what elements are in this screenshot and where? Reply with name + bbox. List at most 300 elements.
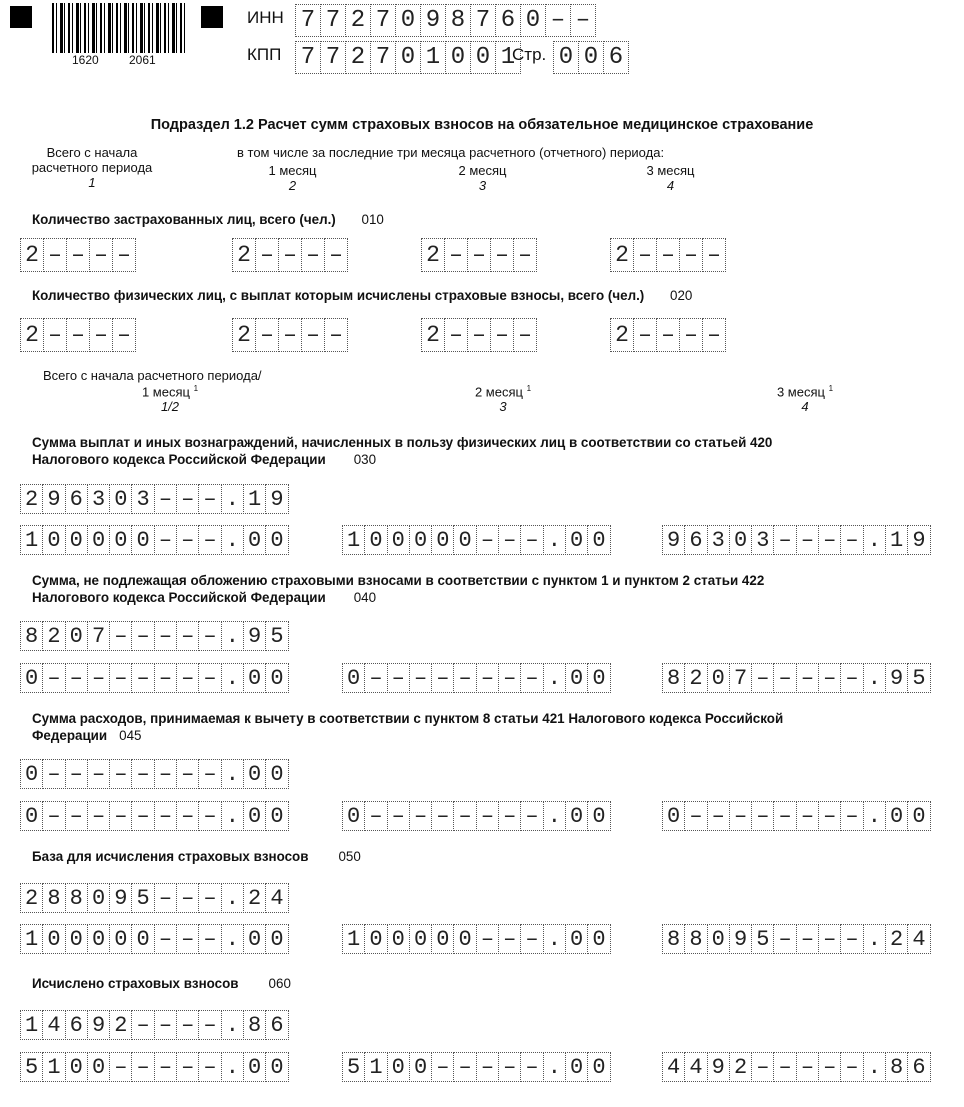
row-060-month1-cell: – xyxy=(176,1052,199,1082)
inn-field-cell: 9 xyxy=(420,4,446,37)
row-060-month3-cell: 4 xyxy=(662,1052,685,1082)
row-060-month3-cell: – xyxy=(796,1052,819,1082)
row-030-month2-cell: . xyxy=(543,525,566,555)
row-045-label xyxy=(32,710,783,744)
row-040-month2-cell: – xyxy=(476,663,499,693)
row-020-month3-cell: – xyxy=(679,318,703,352)
row-030-month3-cell: 6 xyxy=(684,525,707,555)
row-040-month1-cell: – xyxy=(154,663,177,693)
money-col-month1-header xyxy=(110,384,230,414)
row-045-month1-cell: 0 xyxy=(20,801,43,831)
row-020-month1-cell: – xyxy=(255,318,279,352)
row-045-text-line1: Сумма расходов, принимаемая к вычету в соответствии с пунктом 8 статьи 421 Налогового кодекса Российской xyxy=(32,711,784,726)
inn-field-cell: – xyxy=(545,4,571,37)
row-040-month3-cell: – xyxy=(751,663,774,693)
row-060-month3-cell: – xyxy=(751,1052,774,1082)
row-010-month2 xyxy=(421,238,536,272)
inn-field-cell: 2 xyxy=(345,4,371,37)
row-045-total-cell: 0 xyxy=(20,759,43,789)
row-045-month1-cell: – xyxy=(176,801,199,831)
money-col-month2-header xyxy=(443,384,563,414)
row-030-month3-cell: 1 xyxy=(885,525,908,555)
row-060-month2 xyxy=(342,1052,610,1082)
inn-field-cell: 8 xyxy=(445,4,471,37)
row-060-label xyxy=(32,976,291,991)
row-050-month2-cell: 0 xyxy=(364,924,387,954)
row-045-month2-cell: – xyxy=(476,801,499,831)
row-030-text-line1: Сумма выплат и иных вознаграждений, начисленных в пользу физических лиц в соответствии со статьей 420 xyxy=(32,435,773,450)
inn-label: ИНН xyxy=(247,8,284,27)
row-050-month2-cell: – xyxy=(520,924,543,954)
row-050-month2-cell: 0 xyxy=(409,924,432,954)
row-060-month1-cell: – xyxy=(154,1052,177,1082)
row-050-total xyxy=(20,883,288,913)
row-010-month3-cell: – xyxy=(633,238,657,272)
row-030-total-cell: 1 xyxy=(243,484,266,514)
row-050-month1-cell: . xyxy=(221,924,244,954)
row-030-month2-cell: – xyxy=(498,525,521,555)
kpp-field-cell: 7 xyxy=(370,41,396,74)
row-010-text: Количество застрахованных лиц, всего (чел.) xyxy=(32,212,336,227)
row-040-total-cell: 0 xyxy=(65,621,88,651)
row-050-total-cell: 9 xyxy=(109,883,132,913)
row-020-month1-cell: – xyxy=(324,318,348,352)
row-040-text-line1: Сумма, не подлежащая обложению страховыми взносами в соответствии с пунктом 1 и пунктом 2 статьи 422 xyxy=(32,573,765,588)
money-col-month1-sup: 1 xyxy=(193,384,199,393)
row-010-total-cell: – xyxy=(112,238,136,272)
row-040-month1-cell: – xyxy=(65,663,88,693)
row-030-month1-cell: 0 xyxy=(265,525,288,555)
row-030-total-cell: . xyxy=(221,484,244,514)
row-010-month2-cell: – xyxy=(444,238,468,272)
row-040-month2-cell: – xyxy=(409,663,432,693)
row-040-month2 xyxy=(342,663,610,693)
row-040-total-cell: 8 xyxy=(20,621,43,651)
money-col-month1-number: 1/2 xyxy=(160,399,180,415)
row-050-month3-cell: – xyxy=(840,924,863,954)
row-060-total-cell: 6 xyxy=(265,1010,288,1040)
row-040-total-cell: – xyxy=(109,621,132,651)
row-040-month3-cell: 9 xyxy=(885,663,908,693)
row-040-total xyxy=(20,621,288,651)
row-045-month2-cell: 0 xyxy=(587,801,610,831)
row-060-month2-cell: – xyxy=(520,1052,543,1082)
row-050-month3-cell: 5 xyxy=(751,924,774,954)
row-045-month2-cell: – xyxy=(364,801,387,831)
row-045-total-cell: – xyxy=(87,759,110,789)
col-month2-number: 3 xyxy=(478,178,487,193)
row-045-total-cell: – xyxy=(131,759,154,789)
row-020-month2-cell: – xyxy=(444,318,468,352)
row-040-month3-cell: 8 xyxy=(662,663,685,693)
row-060-month3-cell: 2 xyxy=(729,1052,752,1082)
row-045-month3-cell: 0 xyxy=(885,801,908,831)
row-050-month3-cell: . xyxy=(863,924,886,954)
kpp-field-cell: 0 xyxy=(395,41,421,74)
row-045-total-cell: – xyxy=(42,759,65,789)
row-050-month1-cell: 0 xyxy=(65,924,88,954)
row-060-month1-cell: 5 xyxy=(20,1052,43,1082)
row-030-month1-cell: – xyxy=(176,525,199,555)
row-030-month3 xyxy=(662,525,930,555)
row-010-code: 010 xyxy=(361,212,384,227)
row-060-month2-cell: 0 xyxy=(587,1052,610,1082)
row-030-total-cell: 6 xyxy=(65,484,88,514)
row-050-month3-cell: – xyxy=(818,924,841,954)
row-010-month3-cell: – xyxy=(702,238,726,272)
row-060-total-cell: – xyxy=(131,1010,154,1040)
money-col-month1-label: 1 месяц xyxy=(141,384,190,400)
row-040-label xyxy=(32,572,764,606)
row-020-code: 020 xyxy=(670,288,693,303)
row-060-text: Исчислено страховых взносов xyxy=(32,976,239,991)
row-040-month2-cell: – xyxy=(364,663,387,693)
row-045-month1-cell: – xyxy=(42,801,65,831)
row-045-month3-cell: – xyxy=(751,801,774,831)
col-month3-header xyxy=(618,163,723,193)
row-030-month1-cell: – xyxy=(154,525,177,555)
row-060-month2-cell: – xyxy=(476,1052,499,1082)
row-020-total-cell: – xyxy=(66,318,90,352)
row-030-month2-cell: 0 xyxy=(409,525,432,555)
row-045-total-cell: 0 xyxy=(265,759,288,789)
row-030-total-cell: – xyxy=(176,484,199,514)
row-045-month1-cell: – xyxy=(154,801,177,831)
row-050-text: База для исчисления страховых взносов xyxy=(32,849,309,864)
row-060-month3-cell: 9 xyxy=(707,1052,730,1082)
row-020-text: Количество физических лиц, с выплат которым исчислены страховые взносы, всего (чел.) xyxy=(32,288,645,303)
row-040-month1 xyxy=(20,663,288,693)
col-month1-header xyxy=(240,163,345,193)
kpp-field-cell: 1 xyxy=(420,41,446,74)
money-col-month2-number: 3 xyxy=(499,399,507,415)
row-040-total-cell: – xyxy=(131,621,154,651)
row-060-total-cell: 6 xyxy=(65,1010,88,1040)
row-010-month2-cell: – xyxy=(467,238,491,272)
row-045-month2-cell: 0 xyxy=(342,801,365,831)
kpp-field-cell: 7 xyxy=(295,41,321,74)
row-050-month3 xyxy=(662,924,930,954)
row-010-total-cell: – xyxy=(43,238,67,272)
row-060-total-cell: 4 xyxy=(42,1010,65,1040)
page-number-field-cell: 0 xyxy=(578,41,604,74)
row-030-month1 xyxy=(20,525,288,555)
row-040-month1-cell: 0 xyxy=(20,663,43,693)
row-010-month2-cell: – xyxy=(513,238,537,272)
inn-field-cell: 7 xyxy=(370,4,396,37)
row-010-label xyxy=(32,212,384,227)
row-045-month1-cell: – xyxy=(87,801,110,831)
row-030-month1-cell: 1 xyxy=(20,525,43,555)
row-045-month2-cell: – xyxy=(498,801,521,831)
row-040-month2-cell: . xyxy=(543,663,566,693)
row-060-total-cell: 2 xyxy=(109,1010,132,1040)
row-045-month3 xyxy=(662,801,930,831)
money-col-month3-label: 3 месяц xyxy=(776,384,825,400)
row-020-month3-cell: – xyxy=(656,318,680,352)
registration-marker-right xyxy=(201,6,223,28)
row-050-month1-cell: – xyxy=(154,924,177,954)
row-050-month2 xyxy=(342,924,610,954)
row-050-month2-cell: . xyxy=(543,924,566,954)
row-040-month3-cell: 2 xyxy=(684,663,707,693)
row-020-month1-cell: 2 xyxy=(232,318,256,352)
row-040-month1-cell: – xyxy=(131,663,154,693)
row-020-total-cell: – xyxy=(112,318,136,352)
row-050-month2-cell: – xyxy=(476,924,499,954)
inn-field-cell: 7 xyxy=(320,4,346,37)
money-col-month3-number: 4 xyxy=(801,399,809,415)
row-010-month1-cell: – xyxy=(301,238,325,272)
row-045-month1-cell: – xyxy=(109,801,132,831)
row-050-total-cell: 0 xyxy=(87,883,110,913)
row-045-total-cell: – xyxy=(65,759,88,789)
row-040-code: 040 xyxy=(353,590,377,605)
row-010-month3 xyxy=(610,238,725,272)
row-030-month1-cell: . xyxy=(221,525,244,555)
row-010-month2-cell: – xyxy=(490,238,514,272)
row-020-month3-cell: – xyxy=(702,318,726,352)
kpp-field-cell: 0 xyxy=(470,41,496,74)
row-030-month2-cell: 0 xyxy=(387,525,410,555)
row-050-total-cell: . xyxy=(221,883,244,913)
col-month2-header xyxy=(430,163,535,193)
row-030-total-cell: 3 xyxy=(87,484,110,514)
col-total-line1: Всего с начала xyxy=(46,145,138,160)
row-040-month1-cell: – xyxy=(87,663,110,693)
row-030-month3-cell: – xyxy=(840,525,863,555)
row-050-total-cell: 8 xyxy=(42,883,65,913)
inn-field-cell: 0 xyxy=(395,4,421,37)
row-045-text-line2: Федерации xyxy=(32,728,108,743)
row-050-month3-cell: – xyxy=(773,924,796,954)
row-050-month2-cell: 0 xyxy=(387,924,410,954)
row-030-month3-cell: 3 xyxy=(707,525,730,555)
row-010-month3-cell: – xyxy=(656,238,680,272)
row-010-month1-cell: – xyxy=(255,238,279,272)
row-030-month3-cell: – xyxy=(796,525,819,555)
row-030-total-cell: – xyxy=(198,484,221,514)
row-040-month3-cell: 5 xyxy=(907,663,930,693)
row-060-total-cell: 9 xyxy=(87,1010,110,1040)
row-060-month2-cell: – xyxy=(453,1052,476,1082)
kpp-field-cell: 7 xyxy=(320,41,346,74)
row-050-month1-cell: – xyxy=(198,924,221,954)
row-045-month2-cell: – xyxy=(520,801,543,831)
row-050-month3-cell: 8 xyxy=(662,924,685,954)
row-040-month1-cell: – xyxy=(198,663,221,693)
row-030-total-cell: 3 xyxy=(131,484,154,514)
row-050-total-cell: 5 xyxy=(131,883,154,913)
row-010-month3-cell: 2 xyxy=(610,238,634,272)
row-045-month2-cell: – xyxy=(453,801,476,831)
row-040-month1-cell: – xyxy=(42,663,65,693)
row-045-month3-cell: – xyxy=(773,801,796,831)
row-045-month1-cell: . xyxy=(221,801,244,831)
kpp-field-cell: 0 xyxy=(445,41,471,74)
inn-field-cell: – xyxy=(570,4,596,37)
section-title: Подраздел 1.2 Расчет сумм страховых взносов на обязательное медицинское страхование xyxy=(150,117,814,133)
row-060-month2-cell: . xyxy=(543,1052,566,1082)
row-020-month2-cell: – xyxy=(513,318,537,352)
row-045-month3-cell: . xyxy=(863,801,886,831)
row-010-month1-cell: 2 xyxy=(232,238,256,272)
col-total-header xyxy=(12,145,172,190)
row-040-total-cell: 2 xyxy=(42,621,65,651)
row-045-month3-cell: – xyxy=(684,801,707,831)
row-060-month3 xyxy=(662,1052,930,1082)
row-045-total-cell: . xyxy=(221,759,244,789)
row-060-total xyxy=(20,1010,288,1040)
row-030-month2-cell: – xyxy=(520,525,543,555)
row-060-month2-cell: – xyxy=(498,1052,521,1082)
row-050-month1-cell: – xyxy=(176,924,199,954)
row-050-month1-cell: 0 xyxy=(243,924,266,954)
row-060-month3-cell: – xyxy=(773,1052,796,1082)
row-030-month3-cell: 3 xyxy=(751,525,774,555)
row-020-month3-cell: 2 xyxy=(610,318,634,352)
barcode-number-left: 1620 xyxy=(72,53,99,67)
page-number-field-cell: 6 xyxy=(603,41,629,74)
barcode xyxy=(52,3,186,53)
row-050-month3-cell: 2 xyxy=(885,924,908,954)
row-050-month2-cell: 0 xyxy=(431,924,454,954)
inn-field-cell: 7 xyxy=(295,4,321,37)
row-030-total-cell: 2 xyxy=(20,484,43,514)
row-010-month1 xyxy=(232,238,347,272)
row-030-total-cell: 0 xyxy=(109,484,132,514)
row-040-month3-cell: 0 xyxy=(707,663,730,693)
row-040-month2-cell: 0 xyxy=(342,663,365,693)
row-030-total-cell: 9 xyxy=(265,484,288,514)
row-030-month2-cell: 0 xyxy=(587,525,610,555)
row-040-total-cell: 5 xyxy=(265,621,288,651)
row-050-month2-cell: 0 xyxy=(587,924,610,954)
row-010-month2-cell: 2 xyxy=(421,238,445,272)
row-040-month2-cell: – xyxy=(498,663,521,693)
row-060-month2-cell: – xyxy=(431,1052,454,1082)
row-045-month3-cell: – xyxy=(729,801,752,831)
col-month3-number: 4 xyxy=(666,178,675,193)
row-060-total-cell: 8 xyxy=(243,1010,266,1040)
row-060-total-cell: . xyxy=(221,1010,244,1040)
row-030-month1-cell: 0 xyxy=(109,525,132,555)
row-010-total-cell: – xyxy=(66,238,90,272)
page-number-field xyxy=(553,41,628,74)
row-030-month2-cell: – xyxy=(476,525,499,555)
col-month2-label: 2 месяц xyxy=(458,163,507,178)
row-060-month1-cell: 0 xyxy=(265,1052,288,1082)
row-030-month3-cell: 9 xyxy=(907,525,930,555)
row-045-month1-cell: 0 xyxy=(265,801,288,831)
row-040-month1-cell: 0 xyxy=(265,663,288,693)
row-040-text-line2: Налогового кодекса Российской Федерации xyxy=(32,590,326,605)
row-045-total-cell: – xyxy=(154,759,177,789)
row-040-month2-cell: – xyxy=(387,663,410,693)
inn-field xyxy=(295,4,595,37)
row-030-code: 030 xyxy=(353,452,377,467)
row-060-month1-cell: – xyxy=(131,1052,154,1082)
row-045-month3-cell: – xyxy=(818,801,841,831)
row-060-month2-cell: 5 xyxy=(342,1052,365,1082)
kpp-label: КПП xyxy=(247,45,282,64)
money-col-month3-sup: 1 xyxy=(828,384,834,393)
row-020-total-cell: – xyxy=(43,318,67,352)
row-060-total-cell: 1 xyxy=(20,1010,43,1040)
row-030-total xyxy=(20,484,288,514)
col-including-header: в том числе за последние три месяца расчетного (отчетного) периода: xyxy=(237,145,665,160)
row-020-month2-cell: – xyxy=(490,318,514,352)
row-030-month1-cell: 0 xyxy=(42,525,65,555)
money-col-total-header: Всего с начала расчетного периода/ xyxy=(43,368,262,383)
row-020-total xyxy=(20,318,135,352)
money-col-month2-label: 2 месяц xyxy=(474,384,523,400)
row-040-month2-cell: – xyxy=(520,663,543,693)
row-030-month1-cell: 0 xyxy=(65,525,88,555)
money-col-month3-header xyxy=(745,384,865,414)
row-060-month1-cell: 0 xyxy=(65,1052,88,1082)
row-045-month2-cell: – xyxy=(387,801,410,831)
row-050-code: 050 xyxy=(338,849,361,864)
registration-marker-left xyxy=(10,6,32,28)
row-060-month1-cell: – xyxy=(198,1052,221,1082)
row-060-month2-cell: 1 xyxy=(364,1052,387,1082)
row-050-total-cell: – xyxy=(154,883,177,913)
row-045-month2 xyxy=(342,801,610,831)
row-045-code: 045 xyxy=(119,728,142,743)
row-050-month3-cell: 9 xyxy=(729,924,752,954)
row-050-total-cell: 2 xyxy=(243,883,266,913)
row-020-month2 xyxy=(421,318,536,352)
row-040-month2-cell: – xyxy=(431,663,454,693)
row-030-month2-cell: 0 xyxy=(453,525,476,555)
inn-field-cell: 6 xyxy=(495,4,521,37)
row-030-label xyxy=(32,434,772,468)
row-045-month3-cell: – xyxy=(796,801,819,831)
row-010-month3-cell: – xyxy=(679,238,703,272)
row-040-month1-cell: . xyxy=(221,663,244,693)
row-040-month3-cell: – xyxy=(773,663,796,693)
row-045-month2-cell: – xyxy=(409,801,432,831)
row-040-month3-cell: – xyxy=(818,663,841,693)
row-050-month3-cell: – xyxy=(796,924,819,954)
row-020-month2-cell: – xyxy=(467,318,491,352)
row-045-total-cell: – xyxy=(176,759,199,789)
row-060-month3-cell: 4 xyxy=(684,1052,707,1082)
row-040-month3-cell: . xyxy=(863,663,886,693)
row-020-month1 xyxy=(232,318,347,352)
money-col-month2-sup: 1 xyxy=(526,384,532,393)
row-040-month3-cell: – xyxy=(796,663,819,693)
barcode-number-right: 2061 xyxy=(129,53,156,67)
row-060-month1 xyxy=(20,1052,288,1082)
row-010-total xyxy=(20,238,135,272)
page-label: Стр. xyxy=(512,45,547,64)
row-060-month1-cell: – xyxy=(109,1052,132,1082)
row-045-month3-cell: 0 xyxy=(907,801,930,831)
row-040-total-cell: . xyxy=(221,621,244,651)
row-060-code: 060 xyxy=(268,976,291,991)
row-045-total-cell: 0 xyxy=(243,759,266,789)
row-040-month3-cell: – xyxy=(840,663,863,693)
row-045-month1-cell: 0 xyxy=(243,801,266,831)
row-050-month1-cell: 0 xyxy=(109,924,132,954)
row-060-month3-cell: – xyxy=(840,1052,863,1082)
kpp-field-cell: 1 xyxy=(495,41,521,74)
row-030-month3-cell: – xyxy=(773,525,796,555)
row-030-month2-cell: 1 xyxy=(342,525,365,555)
kpp-field-cell: 2 xyxy=(345,41,371,74)
